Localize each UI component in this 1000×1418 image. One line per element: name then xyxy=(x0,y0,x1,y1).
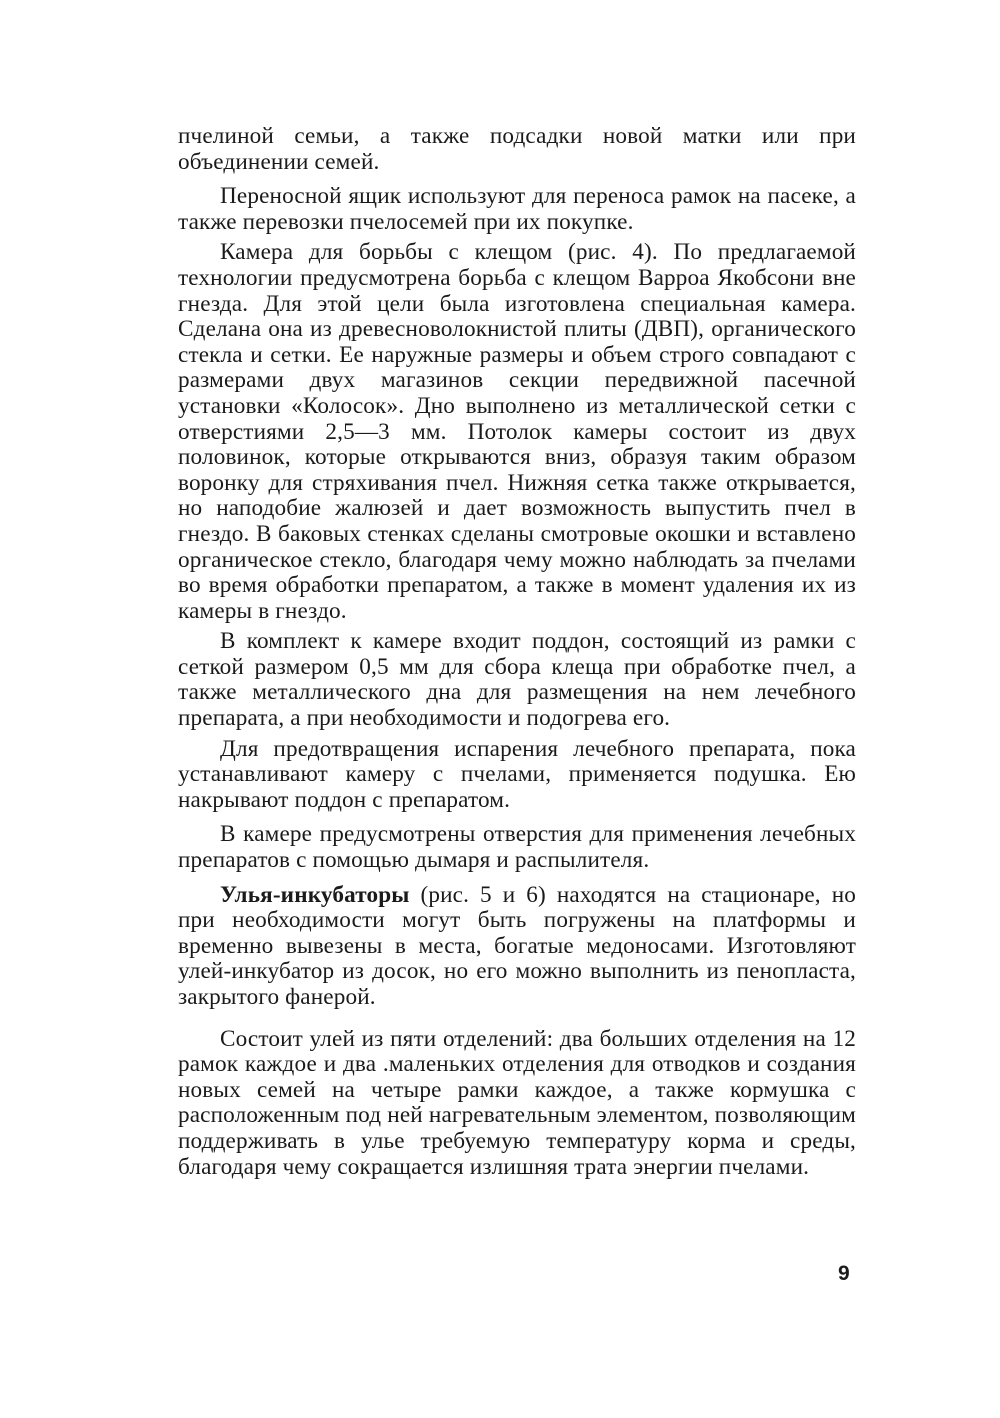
paragraph-mite-chamber: Камера для борьбы с клещом (рис. 4). По предлагаемой технологии предусмотрена борьба с клещом Варроа Якобсони вне гнезда. Для этой цели была изготовлена специальная камера. Сделана она из древесноволокнистой плиты (ДВП), органического стекла и сетки. Ее наружные размеры и объем строго совпадают с размерами двух магазинов секции передвижной пасечной установки «Колосок». Дно выполнено из металлической сетки с отверстиями 2,5—3 мм. Потолок камеры состоит из двух половинок, которые открываются вниз, образуя таким образом воронку для стряхивания пчел. Нижняя сетка также открывается, но наподобие жалюзей и дает возможность выпустить пчел в гнездо. В баковых стенках сделаны смотровые окошки и вставлено органическое стекло, благодаря чему можно наблюдать за пчелами во время обработки препаратом, а также в момент удаления их из камеры в гнездо. xyxy=(178,239,856,624)
paragraph-incubator-hives xyxy=(178,883,856,1011)
paragraph-chamber-openings: В камере предусмотрены отверстия для применения лечебных препаратов с помощью дымаря и распылителя. xyxy=(178,821,856,874)
paragraph-continuation: пчелиной семьи, а также подсадки новой матки или при объединении семей. xyxy=(178,123,856,175)
paragraph-chamber-tray: В комплект к камере входит поддон, состоящий из рамки с сеткой размером 0,5 мм для сбора клеща при обработке пчел, а также металлического дна для размещения на нем лечебного препарата, а при необходимости и подогрева его. xyxy=(178,628,856,732)
incubator-hives-text: (рис. 5 и 6) находятся на стационаре, но при необходимости могут быть погружены на платформы и временно вывезены в места, богатые медоносами. Изготовляют улей-инкубатор из досок, но его можно выполнить из пенопласта, закрытого фанерой. xyxy=(178,881,856,1010)
paragraph-carrying-box: Переносной ящик используют для переноса рамок на пасеке, а также перевозки пчелосемей при их покупке. xyxy=(178,183,856,235)
page-number: 9 xyxy=(838,1262,850,1285)
paragraph-hive-sections: Состоит улей из пяти отделений: два больших отделения на 12 рамок каждое и два .маленьких отделения для отводков и создания новых семей на четыре рамки каждое, а также кормушка с расположенным под ней нагревательным элементом, позволяющим поддерживать в улье требуемую температуру корма и среды, благодаря чему сокращается излишняя трата энергии пчелами. xyxy=(178,1025,856,1180)
incubator-hives-term: Улья-инкубаторы xyxy=(220,881,410,908)
paragraph-pillow: Для предотвращения испарения лечебного препарата, пока устанавливают камеру с пчелами, применяется подушка. Ею накрывают поддон с препаратом. xyxy=(178,735,856,813)
page-body xyxy=(178,124,856,1180)
